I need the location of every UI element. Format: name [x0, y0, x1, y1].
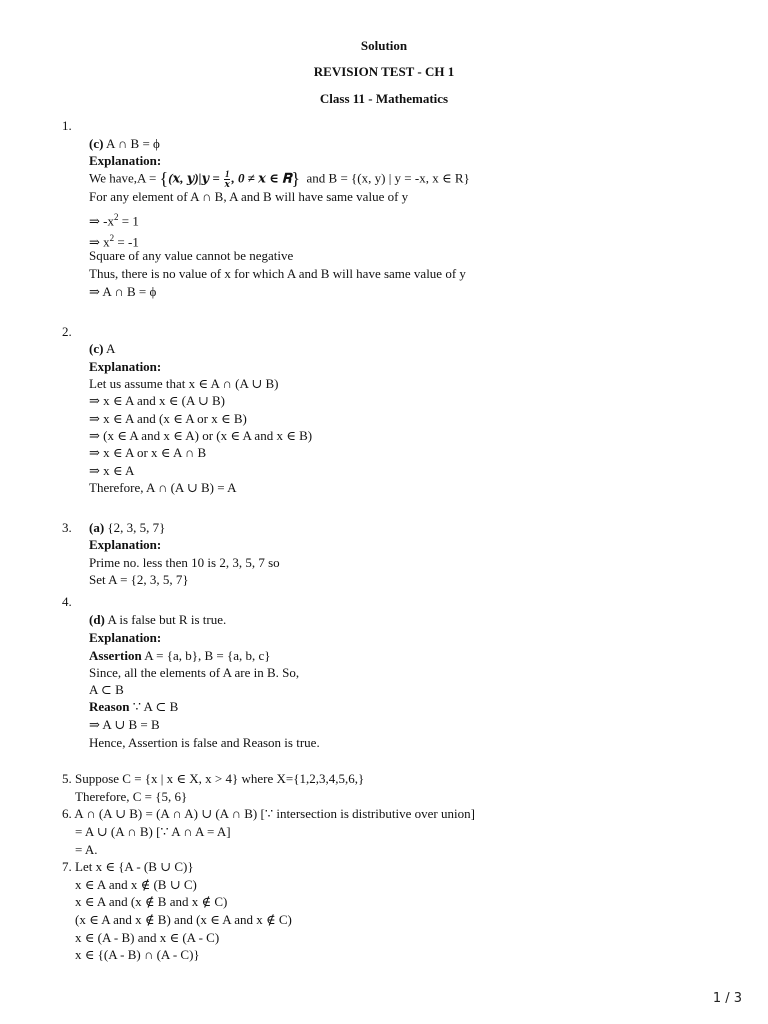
- q4-line-3: A ⊂ B: [89, 682, 124, 697]
- q2-line-3: ⇒ x ∈ A and (x ∈ A or x ∈ B): [89, 411, 247, 426]
- q5-line-2: Therefore, C = {5, 6}: [75, 789, 188, 804]
- q4-line-6: Hence, Assertion is false and Reason is true.: [89, 735, 320, 750]
- q7-line-2: x ∈ A and x ∉ (B ∪ C): [75, 877, 197, 892]
- q6-line-1: 6. A ∩ (A ∪ B) = (A ∩ A) ∪ (A ∩ B) [∵ intersection is distributive over union]: [62, 806, 475, 821]
- q7-line-4: (x ∈ A and x ∉ B) and (x ∈ A and x ∉ C): [75, 912, 292, 927]
- q3-number: 3.: [62, 520, 72, 535]
- q4-line-5: ⇒ A ∪ B = B: [89, 717, 160, 732]
- q4-assertion: Assertion A = {a, b}, B = {a, b, c}: [89, 648, 271, 663]
- q1-line-3: ⇒ $-x^2 = 1$: [89, 212, 139, 229]
- q6-line-2: = A ∪ (A ∩ B) [∵ A ∩ A = A]: [75, 824, 231, 839]
- q7-line-6: x ∈ {(A - B) ∩ (A - C)}: [75, 947, 200, 962]
- page-number: 1 / 3: [712, 991, 742, 1006]
- q7-line-5: x ∈ (A - B) and x ∈ (A - C): [75, 930, 220, 945]
- q2-line-2: ⇒ x ∈ A and x ∈ (A ∪ B): [89, 393, 226, 408]
- q1-line-1: We have,A = {(𝒙, 𝒚)|𝒚 = $\frac{1}{\text{𝒙}}$ , 0 ≠ 𝒙 ∈ 𝐑} and B = {(x, y) | y = -x, x ∈ R}: [89, 168, 470, 189]
- q2-line-6: ⇒ x ∈ A: [89, 463, 135, 478]
- q3-line-2: Set A = {2, 3, 5, 7}: [89, 572, 189, 587]
- q2-line-7: Therefore, A ∩ (A ∪ B) = A: [89, 480, 237, 495]
- q3-explanation-label: Explanation:: [89, 537, 162, 552]
- q4-answer: (d) A is false but R is true.: [89, 612, 227, 627]
- q1-line-2: For any element of A ∩ B, A and B will have same value of y: [89, 189, 409, 204]
- q2-answer: (c) A: [89, 341, 116, 356]
- q1-line-5: Square of any value cannot be negative: [89, 248, 294, 263]
- q4-reason: Reason ∵ A ⊂ B: [89, 699, 179, 714]
- q4-explanation-label: Explanation:: [89, 630, 162, 645]
- q7-line-3: x ∈ A and (x ∉ B and x ∉ C): [75, 894, 228, 909]
- q2-line-4: ⇒ (x ∈ A and x ∈ A) or (x ∈ A and x ∈ B): [89, 428, 313, 443]
- class-subtitle: Class 11 - Mathematics: [319, 91, 449, 106]
- q2-number: 2.: [62, 324, 72, 339]
- solution-heading: Solution: [360, 38, 408, 53]
- q6-line-3: = A.: [75, 842, 98, 857]
- q3-line-1: Prime no. less then 10 is 2, 3, 5, 7 so: [89, 555, 280, 570]
- q4-number: 4.: [62, 594, 72, 609]
- q7-line-1: 7. Let x ∈ {A - (B ∪ C)}: [62, 859, 194, 874]
- q2-explanation-label: Explanation:: [89, 359, 162, 374]
- q5-line-1: 5. Suppose C = {x | x ∈ X, x > 4} where X={1,2,3,4,5,6,}: [62, 771, 365, 786]
- q1-number: 1.: [62, 118, 72, 133]
- q1-line-7: ⇒ A ∩ B = ϕ: [89, 284, 157, 299]
- q1-line-4: ⇒ $x^2 = -1$: [89, 233, 139, 250]
- q2-line-5: ⇒ x ∈ A or x ∈ A ∩ B: [89, 445, 207, 460]
- q1-line-6: Thus, there is no value of x for which A and B will have same value of y: [89, 266, 466, 281]
- q1-answer: (c) A ∩ B = ϕ: [89, 136, 160, 151]
- q3-answer: (a) {2, 3, 5, 7}: [89, 520, 166, 535]
- q2-line-1: Let us assume that x ∈ A ∩ (A ∪ B): [89, 376, 279, 391]
- test-title: REVISION TEST - CH 1: [313, 64, 455, 79]
- q4-line-2: Since, all the elements of A are in B. So,: [89, 665, 300, 680]
- q1-explanation-label: Explanation:: [89, 153, 162, 168]
